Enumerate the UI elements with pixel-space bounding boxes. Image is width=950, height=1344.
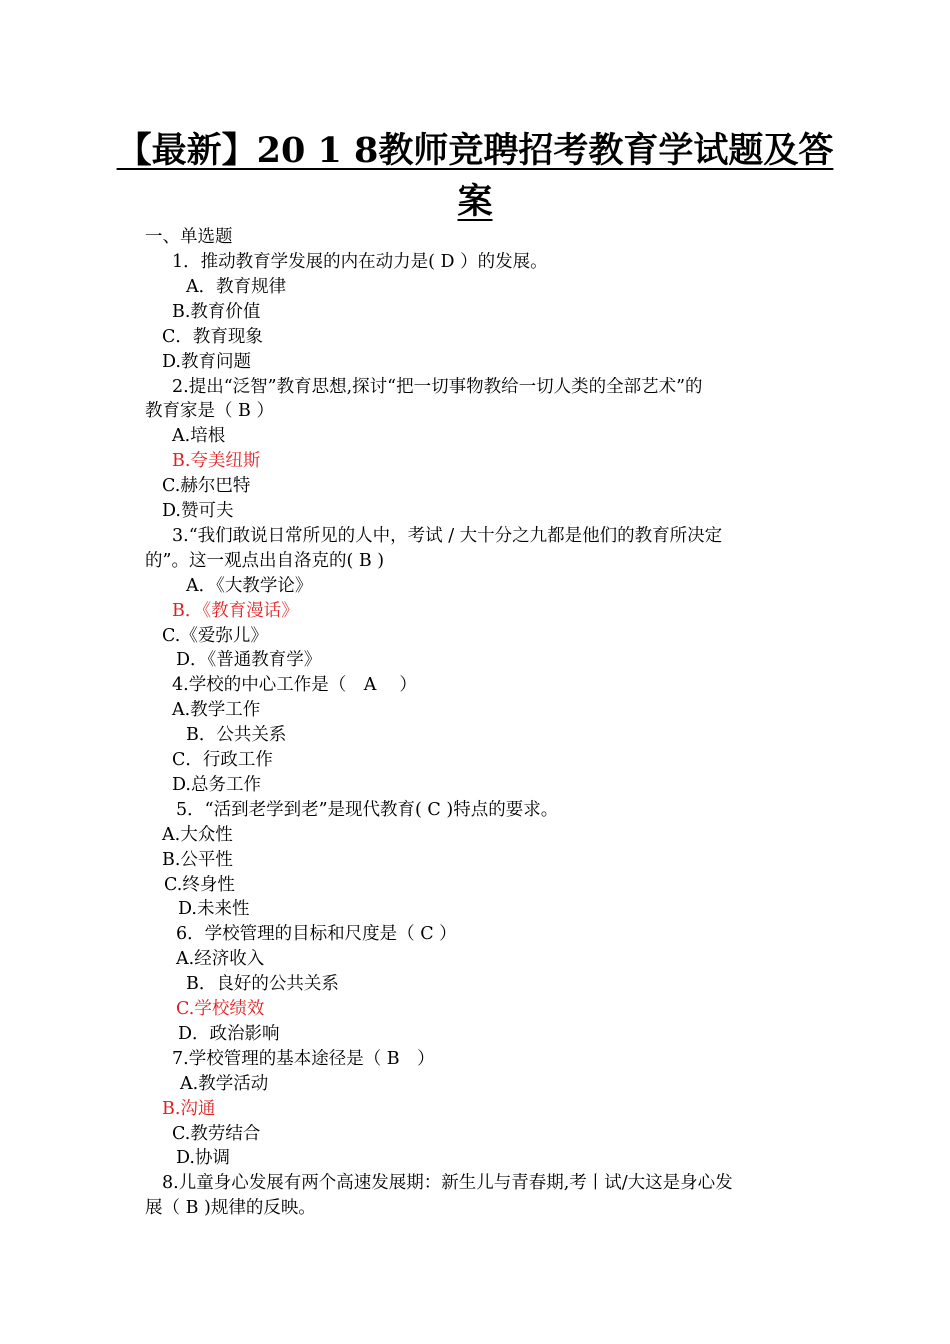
question-line: A.教学工作 [172,700,261,721]
question-line: A．教育规律 [186,276,287,297]
question-line: 的”。这一观点出自洛克的( B ) [145,550,385,571]
document-title-continued [0,177,950,227]
question-line: 7.学校管理的基本途径是（ B ） [172,1048,435,1069]
question-line: 4.学校的中心工作是（ A ） [172,675,417,696]
answer-option-highlighted: B.沟通 [162,1098,216,1119]
question-line: 5．“活到老学到老”是现代教育( C )特点的要求。 [176,799,559,820]
question-line: D.赞可夫 [162,501,234,521]
question-line: 展（ B )规律的反映。 [145,1198,316,1219]
section-heading: 一、单选题 [145,227,233,247]
question-line: B．良好的公共关系 [186,974,339,995]
title-line-2: 案 [457,181,493,222]
question-line: A.教学活动 [180,1073,269,1094]
answer-option-highlighted: B．《教育漫话》 [172,600,299,621]
question-line: D.协调 [176,1148,230,1169]
question-line: D．《普通教育学》 [176,650,322,671]
question-line: D．政治影响 [178,1023,280,1044]
question-line: D.教育问题 [162,351,251,372]
question-line: A.经济收入 [176,949,265,970]
question-line: D.总务工作 [172,774,261,795]
question-line: 6．学校管理的目标和尺度是（ C ） [176,924,457,945]
question-line: B．公共关系 [186,725,287,746]
answer-option-highlighted: B.夸美纽斯 [172,451,261,472]
question-line: 8.儿童身心发展有两个高速发展期：新生儿与青春期,考丨试/大这是身心发 [162,1173,733,1194]
question-line: C．行政工作 [172,750,273,770]
document-title [0,126,950,176]
question-line: C.终身性 [164,874,235,895]
question-line: C.《爱弥儿》 [162,625,268,646]
title-line-1: 【最新】20 1 8教师竞聘招考教育学试题及答 [116,130,834,171]
question-line: C.赫尔巴特 [162,476,251,497]
question-line: A.大众性 [162,824,233,845]
question-line: C.教劳结合 [172,1123,261,1144]
answer-option-highlighted: C.学校绩效 [176,999,265,1019]
question-line: B.公平性 [162,849,233,870]
question-line: A．《大教学论》 [186,575,313,596]
question-line: 3.“我们敢说日常所见的人中，考试 / 大十分之九都是他们的教育所决定 [172,525,723,546]
question-line: B.教育价值 [172,301,261,322]
question-line: 1．推动教育学发展的内在动力是( D ）的发展。 [172,252,548,272]
question-line: D.未来性 [178,899,250,920]
question-line: A.培根 [172,426,226,447]
question-line: 教育家是（ B ） [145,401,274,422]
question-line: 2.提出“泛智”教育思想,探讨“把一切事物教给一切人类的全部艺术”的 [172,376,703,397]
question-line: C．教育现象 [162,326,263,347]
